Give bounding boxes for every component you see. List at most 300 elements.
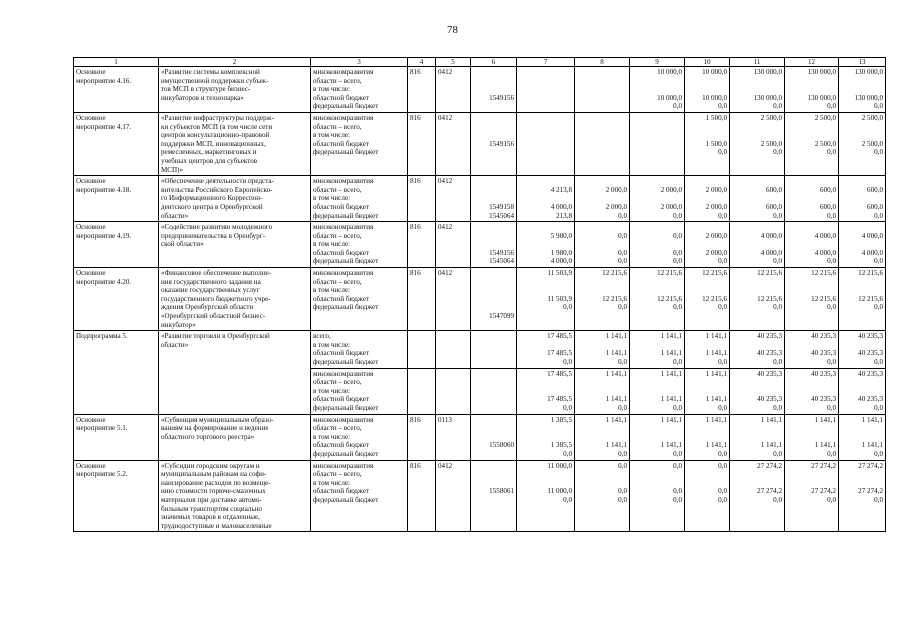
cell-line: 1 141,1 xyxy=(660,441,682,450)
cell-line: дентского центра в Оренбургской xyxy=(161,202,263,211)
cell-line: 1 141,1 xyxy=(861,415,883,424)
cell-line: 2 500,0 xyxy=(760,113,782,122)
cell-line: 40 235,3 xyxy=(858,349,883,358)
amount-cell xyxy=(785,331,839,368)
cell-line xyxy=(687,85,727,94)
cell-line xyxy=(732,433,782,442)
cell-line: 2 500,0 xyxy=(760,139,782,148)
cell-line: областной бюджет xyxy=(313,441,370,450)
cell-line: 1545064 xyxy=(489,257,514,266)
cell-line: 1549158 xyxy=(489,202,514,211)
cell-line: 12 215,6 xyxy=(811,269,836,278)
measure-title-cell xyxy=(159,176,311,222)
cell-line xyxy=(632,177,682,186)
amount-cell xyxy=(685,460,730,532)
cell-line: Основное xyxy=(76,461,106,470)
cell-line: 0,0 xyxy=(618,358,627,366)
cell-line: 0,0 xyxy=(874,211,883,220)
amount-cell xyxy=(685,331,730,368)
amount-cell xyxy=(785,112,839,175)
cell-line: 4 000,0 xyxy=(550,257,572,266)
cell-line: 40 235,3 xyxy=(858,369,883,378)
cell-line: 0,0 xyxy=(673,358,682,366)
cell-line: 1 141,1 xyxy=(814,441,836,450)
cell-line: 1 141,1 xyxy=(705,332,727,341)
cell-line xyxy=(473,269,514,278)
cell-line: 1 500,0 xyxy=(705,139,727,148)
amount-cell xyxy=(730,268,785,331)
cell-line: 12 215,6 xyxy=(702,269,727,278)
cell-line: 2 000,0 xyxy=(705,248,727,257)
cell-line: областной бюджет xyxy=(313,349,370,358)
measure-id-cell xyxy=(74,460,159,532)
cell-line: 0,0 xyxy=(773,257,782,266)
cell-line: 0,0 xyxy=(563,358,572,366)
cell-line: тов МСП в структуре бизнес- xyxy=(161,85,251,94)
cell-line: 27 274,2 xyxy=(811,487,836,496)
cell-line: оказание государственных услуг xyxy=(161,286,260,295)
cell-line: области – всего, xyxy=(313,231,362,240)
amount-cell xyxy=(630,268,685,331)
cell-line xyxy=(632,77,682,86)
amount-cell xyxy=(630,222,685,268)
amount-cell xyxy=(685,112,730,175)
grbs-code-cell xyxy=(408,331,436,368)
cell-line xyxy=(632,286,682,295)
cell-line: федеральный бюджет xyxy=(313,358,379,366)
cell-line xyxy=(732,123,782,132)
cell-line xyxy=(687,433,727,442)
cell-line: «Развитие торговли в Оренбургской xyxy=(161,332,270,341)
cell-line xyxy=(473,358,514,367)
executor-cell xyxy=(311,112,408,175)
cell-line: 0412 xyxy=(438,461,453,470)
amount-cell xyxy=(730,222,785,268)
cell-line xyxy=(519,123,572,132)
target-code-cell xyxy=(471,67,517,113)
cell-line xyxy=(687,77,727,86)
amount-cell xyxy=(839,414,886,460)
budget-table xyxy=(73,57,886,532)
cell-line: 0,0 xyxy=(874,102,883,111)
cell-line xyxy=(519,148,572,157)
cell-line: значимых товаров в отдаленные, xyxy=(161,513,260,522)
cell-line: 12 215,6 xyxy=(811,294,836,303)
amount-cell xyxy=(730,368,785,414)
cell-line: 0412 xyxy=(438,177,453,186)
cell-line: «Субсидии городским округам и xyxy=(161,461,260,470)
cell-line xyxy=(519,177,572,186)
cell-line xyxy=(841,470,883,479)
cell-line: 0,0 xyxy=(563,495,572,504)
cell-line: 0412 xyxy=(438,269,453,278)
cell-line xyxy=(632,240,682,249)
cell-line: 12 215,6 xyxy=(858,269,883,278)
cell-line xyxy=(473,424,514,433)
measure-title-cell xyxy=(159,268,311,331)
cell-line: 40 235,3 xyxy=(858,332,883,341)
amount-cell xyxy=(730,331,785,368)
cell-line: 2 000,0 xyxy=(705,185,727,194)
cell-line: поддержки МСП, инновационных, xyxy=(161,139,266,148)
executor-cell xyxy=(311,176,408,222)
cell-line: 0412 xyxy=(438,113,453,122)
cell-line: 0,0 xyxy=(673,211,682,220)
cell-line: в том числе: xyxy=(313,478,350,487)
cell-line: нию стоимости горюче-смазочных xyxy=(161,487,266,496)
cell-line: 1 141,1 xyxy=(814,415,836,424)
cell-line: 1 141,1 xyxy=(605,395,627,404)
cell-line xyxy=(577,424,627,433)
header-cell: 9 xyxy=(630,58,685,67)
cell-line: 1 141,1 xyxy=(705,369,727,378)
amount-cell xyxy=(730,67,785,113)
cell-line xyxy=(473,450,514,459)
cell-line xyxy=(787,387,836,396)
cell-line: области – всего, xyxy=(313,424,362,433)
cell-line: мероприятие 4.17. xyxy=(76,122,132,131)
cell-line: областной бюджет xyxy=(313,139,370,148)
measure-id-cell xyxy=(74,176,159,222)
cell-line: 0,0 xyxy=(673,403,682,412)
cell-line xyxy=(438,332,468,341)
amount-cell xyxy=(685,67,730,113)
cell-line: 0,0 xyxy=(618,231,627,240)
target-code-cell xyxy=(471,460,517,532)
cell-line: 0,0 xyxy=(618,495,627,504)
cell-line xyxy=(519,77,572,86)
cell-line xyxy=(577,85,627,94)
measure-id-cell xyxy=(74,331,159,414)
cell-line: 130 000,0 xyxy=(807,68,836,76)
cell-line xyxy=(632,85,682,94)
cell-line: 1 141,1 xyxy=(605,415,627,424)
cell-line: 0,0 xyxy=(718,148,727,157)
executor-cell xyxy=(311,268,408,331)
cell-line: 1 141,1 xyxy=(660,369,682,378)
section-code-cell xyxy=(436,176,471,222)
cell-line: 0,0 xyxy=(773,148,782,157)
cell-line: 1 141,1 xyxy=(660,349,682,358)
amount-cell xyxy=(839,331,886,368)
measure-id-cell xyxy=(74,67,159,113)
cell-line xyxy=(473,223,514,232)
amount-cell xyxy=(839,368,886,414)
cell-line xyxy=(841,433,883,442)
cell-line: 600,0 xyxy=(766,202,782,211)
cell-line xyxy=(787,433,836,442)
cell-line xyxy=(732,177,782,186)
cell-line: 4 000,0 xyxy=(814,231,836,240)
amount-cell xyxy=(785,414,839,460)
cell-line xyxy=(473,295,514,304)
cell-line: 12 215,6 xyxy=(602,269,627,278)
cell-line xyxy=(473,395,514,404)
cell-line xyxy=(841,341,883,350)
amount-cell xyxy=(730,176,785,222)
header-cell: 10 xyxy=(685,58,730,67)
cell-line xyxy=(519,424,572,433)
cell-line: 1 141,1 xyxy=(861,441,883,450)
cell-line: области» xyxy=(161,211,189,220)
cell-line: 1 141,1 xyxy=(760,441,782,450)
cell-line: 0,0 xyxy=(827,102,836,111)
cell-line xyxy=(577,387,627,396)
cell-line: 0,0 xyxy=(673,102,682,111)
cell-line: 0,0 xyxy=(563,449,572,458)
cell-line: 0,0 xyxy=(673,248,682,257)
cell-line xyxy=(519,68,572,77)
cell-line xyxy=(632,131,682,140)
cell-line: федеральный бюджет xyxy=(313,148,379,157)
amount-cell xyxy=(575,176,630,222)
cell-line xyxy=(473,387,514,396)
cell-line: 1 141,1 xyxy=(605,369,627,378)
cell-line: 816 xyxy=(410,269,421,278)
cell-line xyxy=(632,140,682,149)
cell-line: областной бюджет xyxy=(313,202,370,211)
cell-line: 1 500,0 xyxy=(705,113,727,122)
cell-line: 27 274,2 xyxy=(858,461,883,470)
cell-line: 0,0 xyxy=(618,257,627,266)
cell-line xyxy=(473,479,514,488)
cell-line xyxy=(577,68,627,77)
cell-line xyxy=(473,433,514,442)
cell-line xyxy=(577,94,627,103)
cell-line xyxy=(687,123,727,132)
cell-line xyxy=(519,240,572,249)
cell-line xyxy=(787,341,836,350)
cell-line xyxy=(519,378,572,387)
cell-line: 0,0 xyxy=(874,148,883,157)
cell-line: Основное xyxy=(76,113,106,122)
cell-line: 0,0 xyxy=(773,358,782,366)
cell-line xyxy=(632,341,682,350)
cell-line xyxy=(577,470,627,479)
cell-line: 27 274,2 xyxy=(757,461,782,470)
amount-cell xyxy=(730,112,785,175)
cell-line: федеральный бюджет xyxy=(313,257,379,266)
cell-line xyxy=(473,123,514,132)
amount-cell xyxy=(575,268,630,331)
cell-line: федеральный бюджет xyxy=(313,211,379,220)
cell-line xyxy=(577,378,627,387)
cell-line xyxy=(732,85,782,94)
cell-line xyxy=(632,378,682,387)
cell-line xyxy=(841,77,883,86)
executor-cell xyxy=(311,368,408,414)
amount-cell xyxy=(785,368,839,414)
cell-line: 27 274,2 xyxy=(757,487,782,496)
header-row xyxy=(74,58,886,67)
cell-line: 40 235,3 xyxy=(757,369,782,378)
cell-line: 0,0 xyxy=(773,495,782,504)
cell-line: 0,0 xyxy=(618,461,627,470)
cell-line xyxy=(473,416,514,425)
cell-line: мероприятие 4.16. xyxy=(76,76,132,85)
cell-line xyxy=(732,223,782,232)
cell-line: областной бюджет xyxy=(313,248,370,257)
cell-line: 4 000,0 xyxy=(861,231,883,240)
cell-line: ждения Оренбургской области xyxy=(161,303,254,312)
cell-line: ской области» xyxy=(161,240,204,249)
cell-line: в том числе: xyxy=(313,432,350,441)
amount-cell xyxy=(630,112,685,175)
section-code-cell xyxy=(436,368,471,414)
table-row xyxy=(74,176,886,222)
cell-line: 1 385,5 xyxy=(550,415,572,424)
cell-line: области – всего, xyxy=(313,76,362,85)
cell-line: «Развитие инфраструктуры поддерж- xyxy=(161,113,274,122)
cell-line xyxy=(473,102,514,111)
cell-line xyxy=(473,114,514,123)
amount-cell xyxy=(839,460,886,532)
cell-line: 0,0 xyxy=(718,102,727,111)
cell-line xyxy=(473,470,514,479)
cell-line: инкубаторов и технопарка» xyxy=(161,93,244,102)
cell-line xyxy=(841,479,883,488)
cell-line: 0,0 xyxy=(874,449,883,458)
cell-line xyxy=(473,68,514,77)
cell-line xyxy=(473,148,514,157)
cell-line xyxy=(841,424,883,433)
cell-line xyxy=(473,240,514,249)
cell-line xyxy=(787,194,836,203)
cell-line xyxy=(732,286,782,295)
cell-line xyxy=(577,341,627,350)
amount-cell xyxy=(785,176,839,222)
cell-line xyxy=(519,387,572,396)
cell-line: 0,0 xyxy=(618,248,627,257)
cell-line xyxy=(687,424,727,433)
cell-line: области – всего, xyxy=(313,470,362,479)
cell-line: 0,0 xyxy=(773,102,782,111)
table-row xyxy=(74,268,886,331)
cell-line: 1547099 xyxy=(489,312,514,321)
cell-line: в том числе: xyxy=(313,386,350,395)
cell-line xyxy=(687,223,727,232)
cell-line xyxy=(438,370,468,379)
cell-line xyxy=(632,194,682,203)
cell-line: имущественной поддержки субъек- xyxy=(161,76,269,85)
section-code-cell xyxy=(436,222,471,268)
cell-line xyxy=(787,240,836,249)
cell-line xyxy=(473,332,514,341)
cell-line: 1 141,1 xyxy=(605,441,627,450)
amount-cell xyxy=(839,176,886,222)
cell-line xyxy=(787,123,836,132)
cell-line: материалов при доставке автомо- xyxy=(161,495,262,504)
cell-line xyxy=(687,177,727,186)
cell-line: области – всего, xyxy=(313,378,362,387)
cell-line xyxy=(473,349,514,358)
cell-line: областной бюджет xyxy=(313,395,370,404)
amount-cell xyxy=(685,222,730,268)
cell-line xyxy=(577,223,627,232)
cell-line: мероприятие 5.1. xyxy=(76,424,128,433)
cell-line xyxy=(732,278,782,287)
cell-line xyxy=(519,102,572,111)
cell-line: 10 000,0 xyxy=(702,93,727,102)
cell-line: 17 485,5 xyxy=(547,349,572,358)
cell-line: 4 000,0 xyxy=(760,248,782,257)
cell-line xyxy=(787,479,836,488)
cell-line xyxy=(632,470,682,479)
cell-line: муниципальным районам на софи- xyxy=(161,470,267,479)
cell-line: мероприятие 4.20. xyxy=(76,277,132,286)
cell-line xyxy=(687,131,727,140)
cell-line xyxy=(787,177,836,186)
cell-line xyxy=(732,479,782,488)
cell-line: 0,0 xyxy=(618,303,627,312)
cell-line: 0,0 xyxy=(874,495,883,504)
amount-cell xyxy=(685,414,730,460)
cell-line: ки субъектов МСП (в том числе сети xyxy=(161,122,273,131)
cell-line xyxy=(410,370,433,379)
cell-line xyxy=(473,278,514,287)
cell-line xyxy=(787,278,836,287)
amount-cell xyxy=(630,67,685,113)
cell-line: 130 000,0 xyxy=(753,68,782,76)
measure-id-cell xyxy=(74,268,159,331)
cell-line: федеральный бюджет xyxy=(313,303,379,312)
cell-line: 0,0 xyxy=(673,449,682,458)
cell-line: 2 000,0 xyxy=(705,231,727,240)
amount-cell xyxy=(685,268,730,331)
cell-line: минэкономразвития xyxy=(313,177,374,186)
cell-line: 4 000,0 xyxy=(814,248,836,257)
cell-line: 816 xyxy=(410,68,421,76)
header-cell: 6 xyxy=(471,58,517,67)
cell-line xyxy=(687,479,727,488)
amount-cell xyxy=(630,331,685,368)
executor-cell xyxy=(311,460,408,532)
table-row xyxy=(74,112,886,175)
cell-line: минэкономразвития xyxy=(313,369,374,378)
cell-line xyxy=(473,177,514,186)
cell-line: 0,0 xyxy=(827,303,836,312)
cell-line xyxy=(687,387,727,396)
cell-line: 27 274,2 xyxy=(858,487,883,496)
cell-line: 11 000,0 xyxy=(547,461,572,470)
cell-line: минэкономразвития xyxy=(313,461,374,470)
cell-line: 1 141,1 xyxy=(660,415,682,424)
cell-line: 0,0 xyxy=(563,303,572,312)
cell-line: области» xyxy=(161,340,189,349)
cell-line xyxy=(519,114,572,123)
cell-line xyxy=(519,94,572,103)
cell-line: 1549156 xyxy=(489,248,514,257)
cell-line: области – всего, xyxy=(313,122,362,131)
cell-line: 1 980,0 xyxy=(550,248,572,257)
amount-cell xyxy=(575,460,630,532)
grbs-code-cell xyxy=(408,112,436,175)
executor-cell xyxy=(311,222,408,268)
target-code-cell xyxy=(471,368,517,414)
cell-line xyxy=(841,194,883,203)
cell-line: 0,0 xyxy=(773,403,782,412)
amount-cell xyxy=(685,176,730,222)
cell-line xyxy=(577,123,627,132)
cell-line xyxy=(632,433,682,442)
cell-line: 1 141,1 xyxy=(705,395,727,404)
amount-cell xyxy=(839,67,886,113)
cell-line: 130 000,0 xyxy=(854,93,883,102)
cell-line: «Финансовое обеспечение выполне- xyxy=(161,269,271,278)
amount-cell xyxy=(575,222,630,268)
grbs-code-cell xyxy=(408,222,436,268)
cell-line xyxy=(787,286,836,295)
